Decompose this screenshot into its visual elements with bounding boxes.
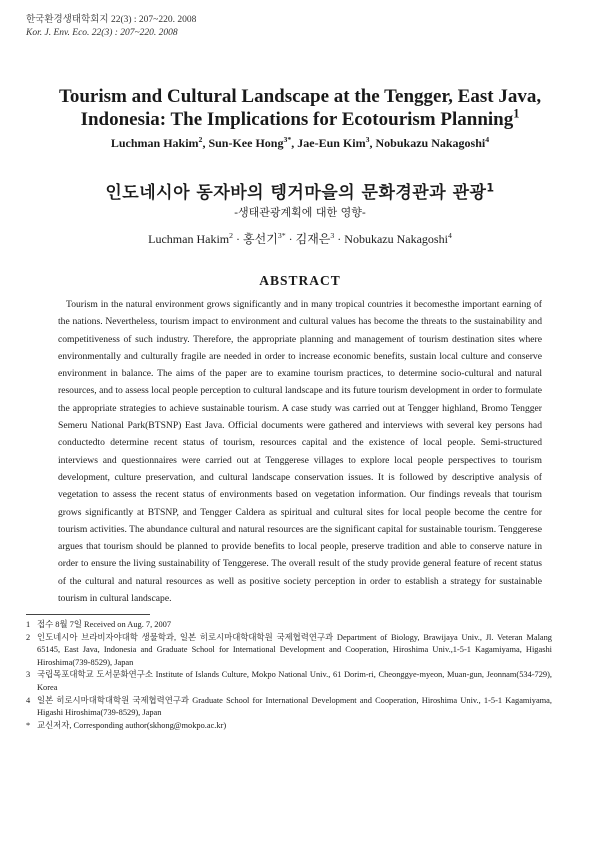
author-en-separator: , (369, 136, 376, 150)
title-footnote-mark: 1 (513, 106, 520, 121)
footnote-item (26, 720, 552, 733)
author-list-english (30, 136, 570, 151)
footnote-item (26, 619, 552, 632)
author-en-affiliation-mark: 3 (365, 135, 370, 144)
footnote-item (26, 632, 552, 670)
paper-title-line2-text: Indonesia: The Implications for Ecotourism Planning (80, 109, 514, 130)
footnote-text: 교신저자, Corresponding author(skhong@mokpo.ac.kr) (37, 720, 227, 730)
footnote-item (26, 695, 552, 720)
footnote-text: 인도네시아 브라비자야대학 생물학과, 일본 히로시마대학대학원 국제협력연구과 Department of Biology, Brawijaya Univ., Jl. Veteran Malang 65145, East Java, Indonesia and Graduate School for International Development and Cooperation, Hiroshima Univ.,1-5-1 Kagamiyama, Higashi Hiroshima(739-8529), Japan (37, 632, 552, 667)
korean-title (30, 178, 570, 203)
journal-header (26, 14, 196, 40)
author-en-name: Sun-Kee Hong (208, 136, 284, 150)
author-ko-affiliation-mark: 2 (229, 231, 234, 240)
author-en-name: Nobukazu Nakagoshi (375, 136, 486, 150)
korean-title-footnote-mark: 1 (486, 181, 495, 195)
paper-title (30, 85, 570, 131)
footnote-divider (26, 614, 150, 615)
footnote-text: 접수 8월 7일 Received on Aug. 7, 2007 (37, 620, 172, 629)
paper-title-line2 (30, 108, 570, 131)
author-ko-name: 홍선기 (243, 232, 278, 246)
footnote-mark: 4 (26, 695, 31, 705)
footnote-list (26, 619, 552, 732)
korean-subtitle: -생태관광계획에 대한 영향- (234, 206, 366, 219)
footnote-mark: 3 (26, 670, 31, 680)
author-ko-separator: · (285, 232, 296, 246)
footnote-mark: 1 (26, 620, 31, 629)
author-list-korean (30, 230, 570, 247)
journal-citation-english: Kor. J. Env. Eco. 22(3) : 207~220. 2008 (26, 28, 178, 38)
author-ko-affiliation-mark: 3* (277, 231, 286, 240)
author-en-separator: , (202, 136, 209, 150)
journal-citation-korean: 한국환경생태학회지 22(3) : 207~220. 2008 (26, 15, 197, 25)
footnote-text: 국립목포대학교 도서문화연구소 Institute of Islands Culture, Mokpo National Univ., 61 Dorim-ri, Cheonggye-myeon, Muan-gun, Jeonnam(534-729), Korea (37, 670, 552, 692)
author-ko-affiliation-mark: 3 (330, 231, 335, 240)
author-en-name: Jae-Eun Kim (297, 136, 366, 150)
paper-title-line1: Tourism and Cultural Landscape at the Tengger, East Java, (58, 86, 542, 107)
author-ko-separator: · (334, 232, 345, 246)
korean-title-text: 인도네시아 동자바의 텡거마을의 문화경관과 관광 (105, 183, 487, 203)
author-en-name: Luchman Hakim (110, 136, 199, 150)
abstract-heading: ABSTRACT (259, 273, 341, 288)
footnote-text: 일본 히로시마대학대학원 국제협력연구과 Graduate School for International Development and Cooperation, Hiroshima Univ., 1-5-1 Kagamiyama, Higashi Hiroshima(739-8529), Japan (37, 695, 552, 718)
footnote-mark: 2 (26, 632, 31, 642)
author-ko-separator: · (233, 232, 244, 246)
author-en-affiliation-mark: 4 (485, 135, 490, 144)
author-ko-name: Luchman Hakim (148, 232, 230, 246)
author-ko-name: 김재은 (295, 232, 331, 246)
footnote-item (26, 669, 552, 694)
footnote-mark: * (26, 720, 31, 730)
author-ko-name: Nobukazu Nakagoshi (344, 232, 448, 246)
author-en-affiliation-mark: 3* (283, 135, 292, 144)
author-en-affiliation-mark: 2 (198, 135, 203, 144)
author-en-separator: , (291, 136, 298, 150)
author-ko-affiliation-mark: 4 (447, 231, 452, 240)
abstract-text: Tourism in the natural environment grows significantly and in many tropical countries it becomesthe important earning of the nations. Nevertheless, tourism impact to environment and cultural values has become the threats to the sustainability and competitiveness of such industry. Therefore, the appropriate planning and management of tourism destination sites where environmentally and culturally fragile are needed in order to increase economic benefits, sustain local culture and conserve environment in balance. The aims of the paper are to examine tourism practices, to determine socio-cultural and natural resources, and to assess local people perception to cultural landscape and its future tourism development in order to formulate the appropriate strategies to achieve sustainable tourism. A case study was carried out at Tengger highland, Bromo Tengger Semeru National Park(BTSNP) East Java. Official documents were gathered and interviews with several key persons had conductedto determine recent status of tourism, resources capital and the existence of local people. Semi-structured interviews and questionnaires were carried out at Tenggerese villages to explore local people perspectives to tourism development, culture preservation, and cultural landscape conservation issues. It is followed by descriptive analysis of vegetation to assess the recent status of environments based on vegetation information. Our findings reveals that tourism grows significantly at BTSNP, and Tengger Caldera as spiritual and cultural sites for local people become the centre for tourism activities. The abundance cultural and natural resources are the significant capital for sustainable tourism. Tenggerese argues that tourism should be planned to provide benefits to local people, preserve tradition and able to conserve nature in order to ensure the living sustainability of Tenggerese. The overall result of the study provide general feature of recent status of the cultural and natural resources as well as positive society perception in order to establish a strategy for sustainable tourism in cultural landscape. (58, 299, 542, 605)
